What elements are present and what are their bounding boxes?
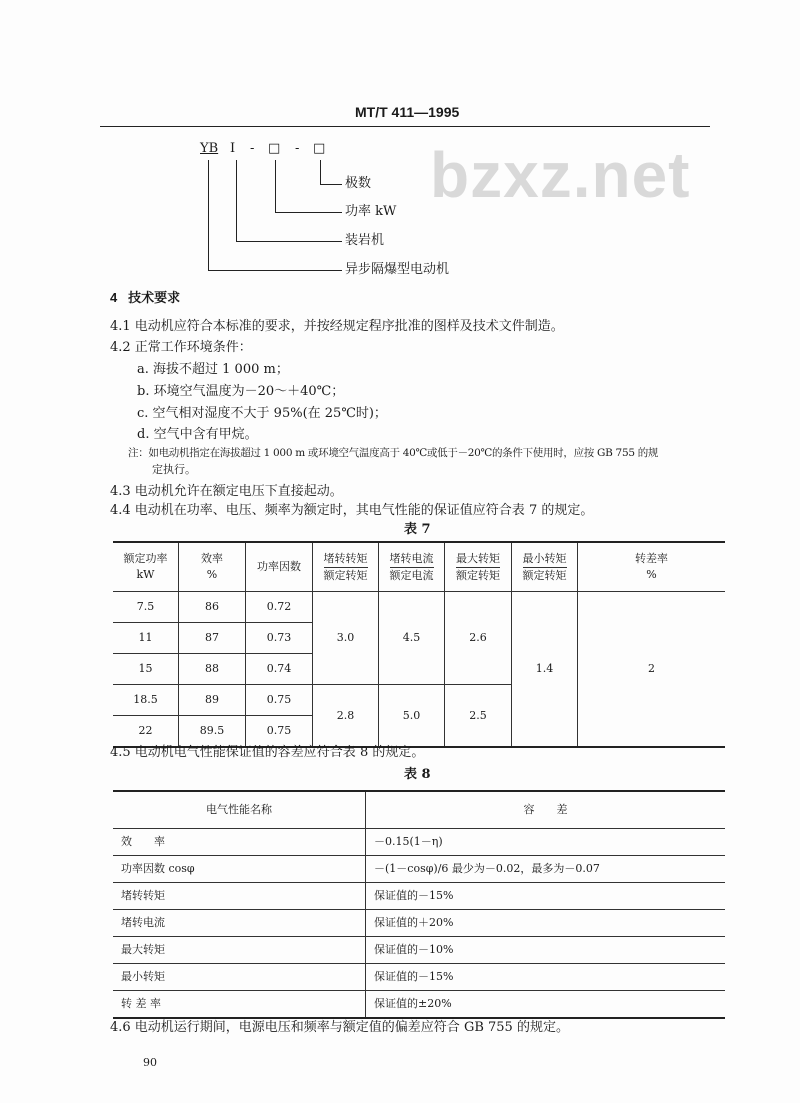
code-box-poles: □ — [313, 141, 326, 156]
code-dash: - — [250, 141, 255, 156]
table-cell: 4.5 — [379, 592, 445, 685]
diagram-line — [236, 241, 342, 242]
text — [113, 542, 725, 747]
code-dash: - — [295, 141, 300, 156]
table-row — [113, 964, 725, 991]
table-cell: 86 — [179, 592, 246, 623]
table-cell: 0.72 — [246, 592, 313, 623]
table-cell: 0.73 — [246, 623, 313, 654]
table-cell: 功率因数 cosφ — [113, 856, 366, 883]
table-cell: 保证值的＋20% — [366, 910, 726, 937]
table-cell — [512, 542, 578, 592]
table-cell: 保证值的－15% — [366, 883, 726, 910]
text: 堵转电流 — [390, 551, 434, 568]
table-8-caption: 表 8 — [404, 767, 431, 782]
section-heading — [110, 290, 180, 306]
text: % — [646, 568, 657, 581]
table-row — [113, 910, 725, 937]
clause-4-6: 4.6 电动机运行期间，电源电压和频率与额定值的偏差应符合 GB 755 的规定。 — [110, 1020, 569, 1035]
table-cell: 效 率 — [113, 829, 366, 856]
item-b: b. 环境空气温度为－20～＋40℃； — [137, 384, 345, 399]
note-line-1: 注：如电动机指定在海拔超过 1 000 m 或环境空气温度高于 40℃或低于－20℃的条件下使用时，应按 GB 755 的规 — [128, 447, 659, 459]
table-cell — [379, 542, 445, 592]
table-7-caption: 表 7 — [404, 522, 431, 537]
page-number: 90 — [143, 1056, 157, 1069]
table-cell — [179, 542, 246, 592]
table-cell: 18.5 — [113, 685, 179, 716]
table-cell: 87 — [179, 623, 246, 654]
text: 技术要求 — [128, 290, 181, 305]
text: 堵转转矩 — [324, 551, 368, 568]
table-cell: －0.15(1－η) — [366, 829, 726, 856]
table-cell: 容 差 — [366, 791, 726, 829]
text — [113, 542, 725, 592]
text: 转差率 — [635, 552, 668, 565]
clause-4-4: 4.4 电动机在功率、电压、频率为额定时，其电气性能的保证值应符合表 7 的规定。 — [110, 503, 594, 518]
code-i: I — [230, 141, 236, 156]
table-cell: 堵转电流 — [113, 910, 366, 937]
item-c: c. 空气相对湿度不大于 95%(在 25℃时)； — [137, 406, 387, 421]
text: 额定功率 — [123, 552, 168, 565]
table-cell: 2.6 — [445, 592, 512, 685]
table-cell: 15 — [113, 654, 179, 685]
table-row — [113, 829, 725, 856]
table-7 — [113, 541, 725, 748]
label-poles: 极数 — [345, 176, 372, 191]
table-cell: 89.5 — [179, 716, 246, 748]
page-header: MT/T 411—1995 — [355, 104, 460, 120]
code-box-power: □ — [268, 141, 281, 156]
table-cell: 3.0 — [313, 592, 379, 685]
text: 最小转矩 — [523, 551, 567, 568]
table-cell: 功率因数 — [246, 542, 313, 592]
clause-4-1: 4.1 电动机应符合本标准的要求，并按经规定程序批准的图样及技术文件制造。 — [110, 319, 564, 334]
diagram-line — [275, 160, 276, 213]
table-row — [113, 592, 725, 623]
table-cell: 1.4 — [512, 592, 578, 748]
text — [113, 791, 725, 1018]
table-row — [113, 937, 725, 964]
clause-4-5: 4.5 电动机电气性能保证值的容差应符合表 8 的规定。 — [110, 745, 425, 760]
table-cell: 保证值的－15% — [366, 964, 726, 991]
header-rule — [100, 126, 710, 127]
diagram-line — [208, 270, 342, 271]
table-cell: 2.5 — [445, 685, 512, 748]
table-cell: 88 — [179, 654, 246, 685]
diagram-line — [275, 212, 342, 213]
text: % — [206, 568, 218, 581]
watermark: bzxz.net — [430, 139, 691, 211]
label-motor-type: 异步隔爆型电动机 — [345, 262, 450, 277]
table-cell: 89 — [179, 685, 246, 716]
text: 效率 — [201, 552, 223, 565]
diagram-line — [236, 160, 237, 242]
item-a: a. 海拔不超过 1 000 m； — [137, 362, 289, 377]
text: 额定转矩 — [522, 568, 567, 582]
table-cell — [313, 542, 379, 592]
text: 额定电流 — [389, 568, 434, 582]
text: 最大转矩 — [456, 551, 500, 568]
text — [113, 791, 725, 829]
table-row — [113, 991, 725, 1019]
table-cell — [578, 542, 726, 592]
table-cell: 最大转矩 — [113, 937, 366, 964]
diagram-line — [320, 160, 321, 185]
diagram-line — [320, 184, 342, 185]
text: 额定转矩 — [456, 568, 500, 582]
table-8 — [113, 790, 725, 1019]
diagram-line — [208, 160, 209, 271]
label-loader: 装岩机 — [345, 233, 385, 248]
item-d: d. 空气中含有甲烷。 — [137, 427, 258, 442]
table-cell: 保证值的±20% — [366, 991, 726, 1019]
text: kW — [136, 568, 155, 581]
label-power: 功率 kW — [345, 204, 397, 219]
table-cell: 堵转转矩 — [113, 883, 366, 910]
table-cell: 0.75 — [246, 716, 313, 748]
table-cell: 0.74 — [246, 654, 313, 685]
table-cell: 转 差 率 — [113, 991, 366, 1019]
text: 4 — [110, 290, 118, 305]
table-row — [113, 856, 725, 883]
table-cell: 2 — [578, 592, 726, 748]
table-row — [113, 883, 725, 910]
table-cell: －(1－cosφ)/6 最少为－0.02，最多为－0.07 — [366, 856, 726, 883]
text: 额定转矩 — [323, 568, 368, 582]
table-cell: 5.0 — [379, 685, 445, 748]
table-cell: 7.5 — [113, 592, 179, 623]
table-cell: 22 — [113, 716, 179, 748]
clause-4-2: 4.2 正常工作环境条件： — [110, 340, 252, 355]
table-cell: 2.8 — [313, 685, 379, 748]
table-cell: 11 — [113, 623, 179, 654]
table-cell: 电气性能名称 — [113, 791, 366, 829]
clause-4-3: 4.3 电动机允许在额定电压下直接起动。 — [110, 484, 343, 499]
table-cell — [113, 542, 179, 592]
table-cell — [445, 542, 512, 592]
note-line-2: 定执行。 — [152, 463, 196, 476]
code-yb: YB — [200, 141, 219, 156]
table-cell: 最小转矩 — [113, 964, 366, 991]
table-cell: 保证值的－10% — [366, 937, 726, 964]
table-cell: 0.75 — [246, 685, 313, 716]
